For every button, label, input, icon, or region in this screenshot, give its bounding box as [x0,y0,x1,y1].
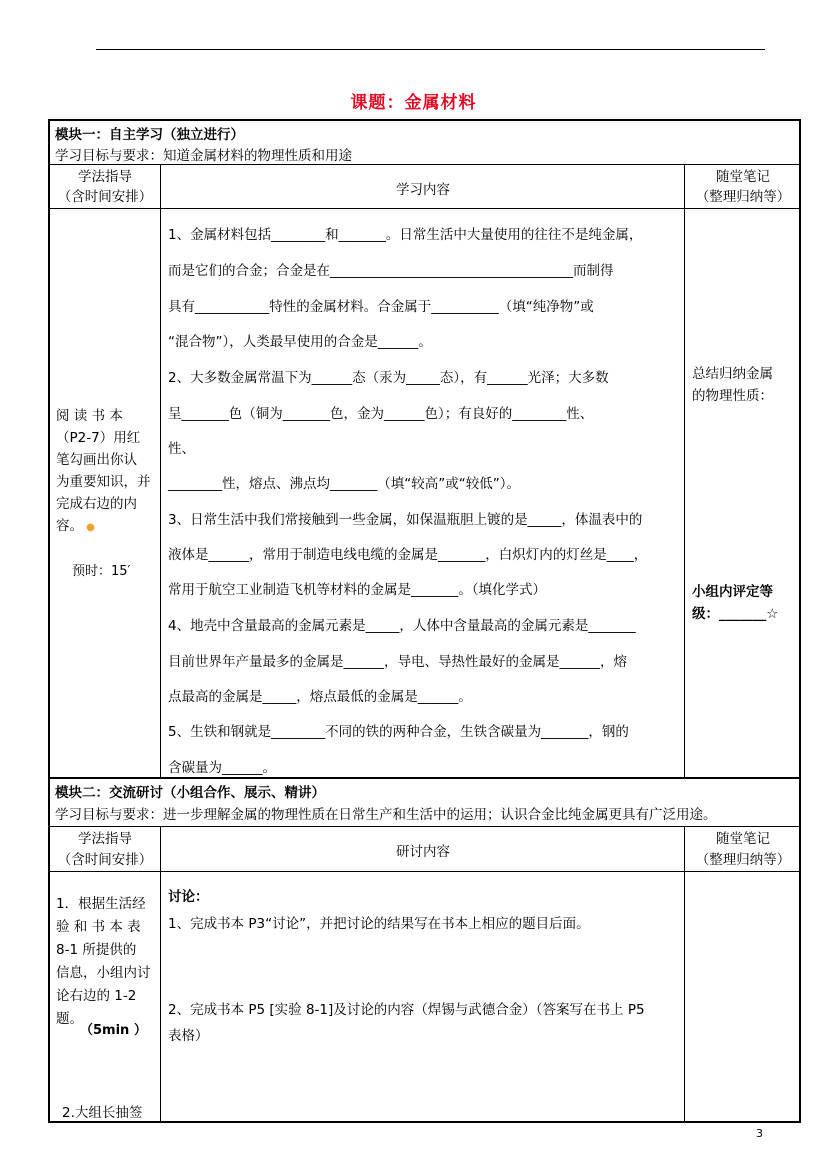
m1-col3-header-line2: （整理归纳等） [695,189,791,205]
notes-line: 的物理性质： [692,388,773,404]
m1-evaluation [692,581,796,625]
content-line: 具有___________特性的金属材料。合金属于__________（填“纯净物”或 [168,299,594,315]
guide-line: 验 和 书 本 表 [56,919,141,935]
content-line: 常用于航空工业制造飞机等材料的金属是_______。（填化学式） [168,582,546,598]
content-line: ________性，熔点、沸点均_______（填“较高”或“较低”）。 [168,476,520,492]
module-divider [49,777,800,779]
content-line: 液体是______，常用于制造电线电缆的金属是_______，白炽灯内的灯丝是____， [168,547,648,563]
discussion-item-2: 2、完成书本 P5 [实验 8-1]及讨论的内容（焊锡与武德合金）（答案写在书上 P5 [168,1002,645,1018]
m1-col3-header-line1: 随堂笔记 [716,169,770,185]
content-line: 而是它们的合金；合金是在____________________________________而制得 [168,263,614,279]
m2-col1-header-line1: 学法指导 [78,831,132,847]
divider [49,826,800,827]
content-line: 含碳量为______。 [168,760,276,776]
guide-line: 论右边的 1-2 [56,988,137,1004]
m1-col2-header: 学习内容 [396,182,450,198]
m2-col3-header [686,829,800,871]
column-divider [160,827,161,1122]
page-title: 课题：金属材料 [350,93,477,113]
divider [49,164,800,165]
content-line: 5、生铁和钢就是________不同的铁的两种合金，生铁含碳量为_______，钢的 [168,724,629,740]
bottom-rule [48,1121,800,1122]
module1-goal: 学习目标与要求：知道金属材料的物理性质和用途 [55,148,352,164]
column-divider [684,827,685,1122]
m2-col1-header-line2: （含时间安排） [57,852,153,868]
discussion-title: 讨论： [168,889,209,905]
guide-line: 阅 读 书 本 [56,408,123,424]
guide-line: 完成右边的内 [56,496,137,512]
guide-line: 信息，小组内讨 [56,965,151,981]
content-line: 目前世界年产量最多的金属是______，导电、导热性最好的金属是______，熔 [168,654,627,670]
m2-guide [56,893,156,1031]
guide-line: 笔勾画出你认 [56,452,137,468]
content-line: 1、金属材料包括________和_______。日常生活中大量使用的往往不是纯金属， [168,227,643,243]
m2-col1-header [50,829,160,871]
module1-header: 模块一：自主学习（独立进行） [55,127,244,143]
column-divider [160,165,161,777]
m2-col3-header-line2: （整理归纳等） [695,852,791,868]
discussion-item-1: 1、完成书本 P3“讨论”，并把讨论的结果写在书本上相应的题目后面。 [168,916,590,932]
page-number: 3 [756,1127,763,1140]
module2-goal: 学习目标与要求：进一步理解金属的物理性质在日常生产和生活中的运用；认识合金比纯金属更具有广泛用途。 [55,807,717,823]
m1-col1-header [50,167,160,207]
m1-guide [56,405,156,539]
column-divider [684,165,685,777]
m1-col1-header-line2: （含时间安排） [57,189,153,205]
m2-col3-header-line1: 随堂笔记 [716,831,770,847]
guide-line: 题。 [56,1011,83,1027]
guide-line: 容。 ● [56,518,95,534]
m1-col1-header-line1: 学法指导 [78,169,132,185]
content-line: 3、日常生活中我们常接触到一些金属，如保温瓶胆上镀的是_____，体温表中的 [168,512,643,528]
m1-notes [692,363,796,407]
top-rule [96,49,765,50]
eval-line: 小组内评定等 [692,584,773,600]
content-line: “混合物”），人类最早使用的合金是______。 [168,334,432,350]
guide-line: （P2-7）用红 [56,430,141,446]
m2-guide-time: （5min ） [80,1023,147,1038]
divider [49,208,800,209]
content-line: 2、大多数金属常温下为______态（汞为_____态），有______光泽；大多数 [168,370,609,386]
discussion-item-2-cont: 表格） [168,1028,209,1044]
m1-guide-time: 预时：15′ [72,564,131,579]
m2-guide-next: 2.大组长抽签 [62,1105,143,1121]
module2-header: 模块二：交流研讨（小组合作、展示、精讲） [55,785,325,801]
m1-col3-header [686,167,800,207]
eval-line: 级：_______☆ [692,606,779,622]
content-line: 呈_______色（铜为_______色，金为______色）；有良好的________性、 [168,406,594,422]
divider [49,871,800,872]
marker-dot: ● [83,522,95,533]
guide-line: 为重要知识，并 [56,474,151,490]
notes-line: 总结归纳金属 [692,366,773,382]
m2-col2-header: 研讨内容 [396,844,450,860]
content-line: 性、 [168,441,195,457]
guide-line: 1．根据生活经 [56,896,146,912]
content-line: 点最高的金属是_____，熔点最低的金属是______。 [168,689,472,705]
guide-line: 8-1 所提供的 [56,942,137,958]
content-line: 4、地壳中含量最高的金属元素是_____，人体中含量最高的金属元素是_______ [168,618,636,634]
